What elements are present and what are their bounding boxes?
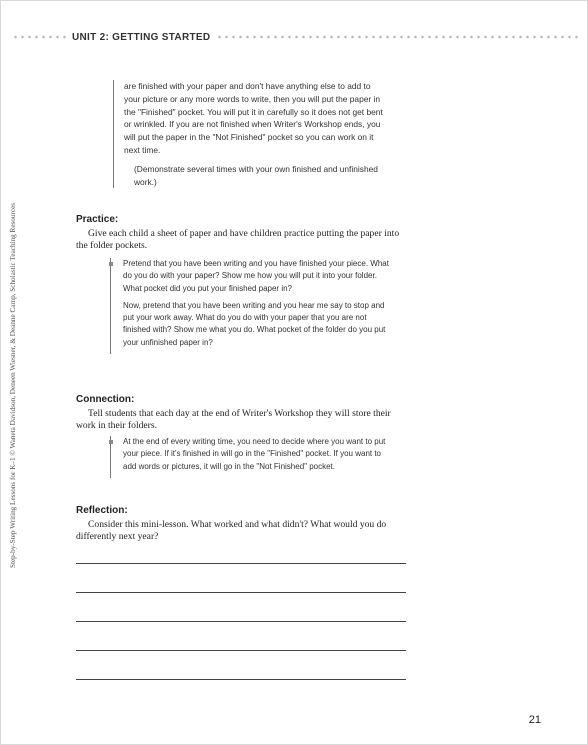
- practice-body: Give each child a sheet of paper and have children practice putting the paper into the folder pockets.: [76, 228, 400, 251]
- connection-heading: Connection:: [76, 394, 135, 405]
- practice-script-1: Pretend that you have been writing and you have finished your piece. What do you do with your paper? Show me how you will put it into your folder. What pocket did you put your finished paper in?: [123, 259, 389, 293]
- side-credit: Step-by-Step Writing Lessons for K–1 © Waneta Davidson, Deneen Wiesner, & Deanne Camp, Scholastic Teaching Resources: [9, 202, 17, 568]
- practice-heading: Practice:: [76, 214, 119, 225]
- connection-script-text: At the end of every writing time, you need to decide where you want to put your piece. If it's finished in will go in the "Finished" pocket. If you want to add words or pictures, it will go in the "Not Finished" pocket.: [123, 437, 386, 471]
- writing-line: [76, 592, 406, 593]
- practice-script-2: Now, pretend that you have been writing and you hear me say to stop and put your work away. What do you do with your paper that you are not finished with? Show me what you do. What pocket of the folder do you put your unfinished paper in?: [123, 300, 386, 347]
- header-dots-left: [12, 35, 66, 39]
- unit-header: [12, 32, 578, 42]
- connection-script: [110, 436, 393, 478]
- intro-note: (Demonstrate several times with your own finished and unfinished work.): [134, 163, 378, 187]
- writing-line: [76, 679, 406, 680]
- connection-body: Tell students that each day at the end of Writer's Workshop they will store their work in their folders.: [76, 408, 391, 431]
- writing-line: [76, 563, 406, 564]
- reflection-heading: Reflection:: [76, 505, 128, 516]
- header-dots-right: [216, 35, 578, 39]
- page-number: 21: [528, 714, 541, 726]
- practice-script: [110, 258, 389, 354]
- intro-block: [113, 80, 384, 188]
- bullet-square: [109, 262, 113, 266]
- bullet-square: [109, 440, 113, 444]
- unit-title: UNIT 2: GETTING STARTED: [72, 31, 211, 43]
- intro-paragraph: are finished with your paper and don't have anything else to add to your picture or any more words to write, then you will put the paper in the "Finished" pocket. You will put it in carefully so it does not get bent or wrinkled. If you are not finished when Writer's Workshop ends, you will put the paper in the "Not Finished" pocket so you can work on it next time.: [124, 81, 383, 155]
- reflection-body: Consider this mini-lesson. What worked and what didn't? What would you do differently next year?: [76, 519, 387, 542]
- writing-line: [76, 650, 406, 651]
- writing-line: [76, 621, 406, 622]
